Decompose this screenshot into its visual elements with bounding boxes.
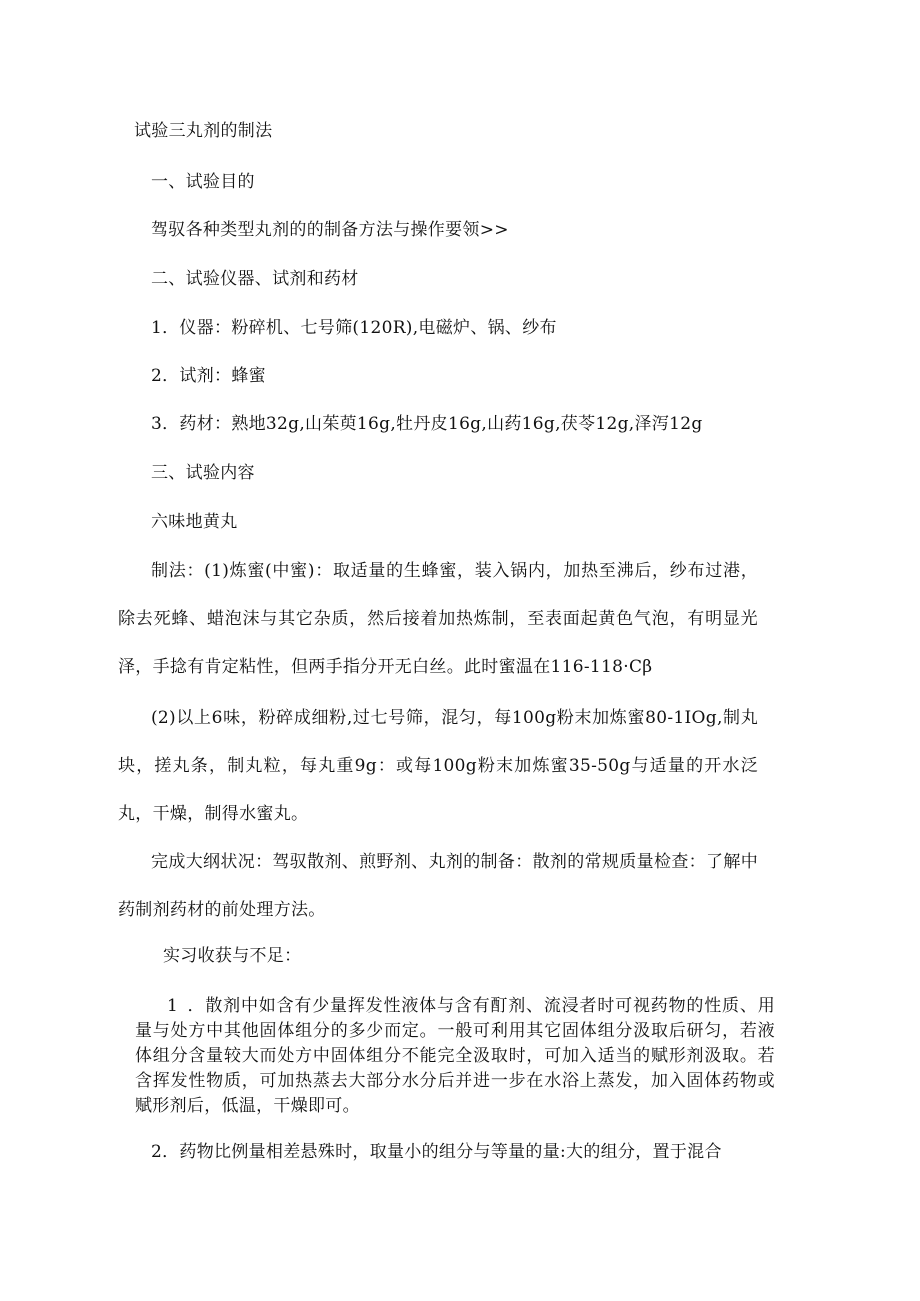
gains-item-1-text: ．散剂中如含有少量挥发性液体与含有酊剂、流浸者时可视药物的性质、用量与处方中其他固体组分的多少而定。一般可利用其它固体组分汲取后研匀，若液体组分含量较大而处方中固体组分不能完全汲取时，可加入适当的赋形剂汲取。若含挥发性物质，可加热蒸去大部分水分后并进一步在水浴上蒸发，加入固体药物或赋形剂后，低温，干燥即可。 bbox=[135, 996, 775, 1116]
document-title: 试验三丸剂的制法 bbox=[134, 121, 273, 141]
section1-text: 驾驭各种类型丸剂的的制备方法与操作要领>> bbox=[151, 220, 509, 240]
gains-heading: 实习收获与不足： bbox=[163, 946, 302, 966]
section3-heading: 三、试验内容 bbox=[151, 463, 255, 483]
gains-item-2-number: 2 bbox=[151, 1142, 163, 1162]
section2-heading: 二、试验仪器、试剂和药材 bbox=[151, 269, 359, 289]
section2-item-reagents: 2．试剂：蜂蜜 bbox=[151, 366, 266, 386]
section3-subheading: 六味地黄丸 bbox=[151, 512, 238, 532]
section2-item-herbs: 3．药材：熟地32g,山茱萸16g,牡丹皮16g,山药16g,茯苓12g,泽泻12g bbox=[151, 414, 703, 434]
outline-paragraph: 完成大纲状况：驾驭散剂、煎野剂、丸剂的制备：散剂的常规质量检查：了解中药制剂药材的前处理方法。 bbox=[118, 852, 758, 920]
method-paragraph-1: 制法：(1)炼蜜(中蜜)：取适量的生蜂蜜，装入锅内，加热至沸后，纱布过港，除去死蜂、蜡泡沫与其它杂质，然后接着加热炼制，至表面起黄色气泡，有明显光泽，手捻有肯定粘性，但两手指分开无白丝。此时蜜温在116-118·Cβ bbox=[118, 561, 758, 677]
section2-item-instruments: 1．仪器：粉碎机、七号筛(120R),电磁炉、锅、纱布 bbox=[151, 318, 557, 338]
section1-heading: 一、试验目的 bbox=[151, 172, 255, 192]
gains-item-1-number: 1 bbox=[167, 996, 179, 1016]
gains-item-2 bbox=[151, 1142, 722, 1162]
method-paragraph-2: (2)以上6味，粉碎成细粉,过七号筛，混匀，每100g粉末加炼蜜80-1IOg,制丸块，搓丸条，制丸粒，每丸重9g：或每100g粉末加炼蜜35-50g与适量的开水泛丸，干燥，制得水蜜丸。 bbox=[118, 708, 758, 824]
gains-item-1 bbox=[135, 994, 775, 1119]
gains-item-2-text: ．药物比例量相差悬殊时，取量小的组分与等量的量:大的组分，置于混合 bbox=[162, 1142, 722, 1162]
